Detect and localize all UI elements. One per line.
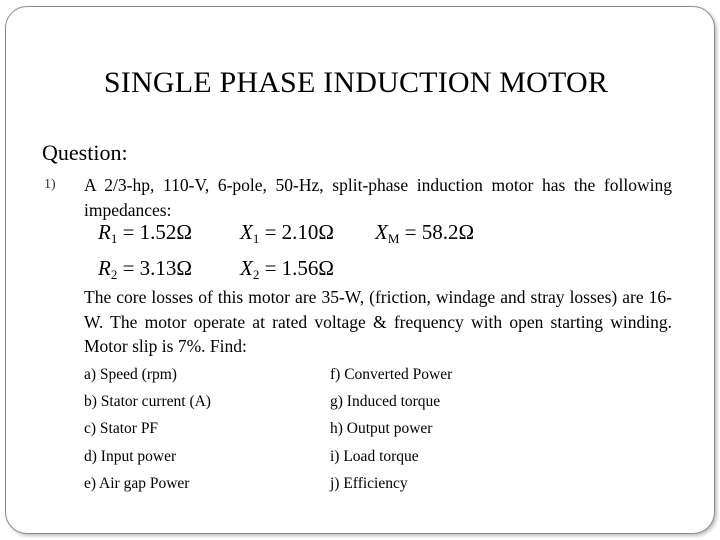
- find-item-stator-pf: c) Stator PF: [84, 420, 159, 437]
- slide-title: SINGLE PHASE INDUCTION MOTOR: [103, 66, 609, 99]
- question-intro-text: A 2/3-hp, 110-V, 6-pole, 50-Hz, split-phase induction motor has the following impedances:: [84, 175, 672, 220]
- question-label: Question:: [42, 140, 128, 165]
- find-item-speed: a) Speed (rpm): [84, 366, 177, 383]
- question-description-text: The core losses of this motor are 35-W, (friction, windage and stray losses) are 16-W. The motor operate at rated voltage & frequency with open starting winding. Motor slip is 7%. Find:: [84, 287, 672, 356]
- find-item-input-power: d) Input power: [84, 448, 177, 465]
- find-item-stator-current: b) Stator current (A): [84, 393, 211, 410]
- impedance-r1: $R_1 = 1.52\Omega$: [98, 220, 193, 246]
- find-item-converted-power: f) Converted Power: [330, 366, 453, 383]
- find-item-air-gap-power: e) Air gap Power: [84, 475, 190, 492]
- find-item-efficiency: j) Efficiency: [330, 475, 408, 492]
- find-item-induced-torque: g) Induced torque: [330, 393, 441, 410]
- impedance-r2: $R_2 = 3.13\Omega$: [98, 256, 193, 282]
- impedance-x2: $X_2 = 1.56\Omega$: [240, 256, 335, 282]
- find-item-load-torque: i) Load torque: [330, 448, 419, 465]
- impedance-x1: $X_1 = 2.10\Omega$: [240, 220, 335, 246]
- question-number: 1): [44, 177, 56, 192]
- find-item-output-power: h) Output power: [330, 420, 433, 437]
- impedance-xm: $X_M = 58.2\Omega$: [375, 220, 475, 246]
